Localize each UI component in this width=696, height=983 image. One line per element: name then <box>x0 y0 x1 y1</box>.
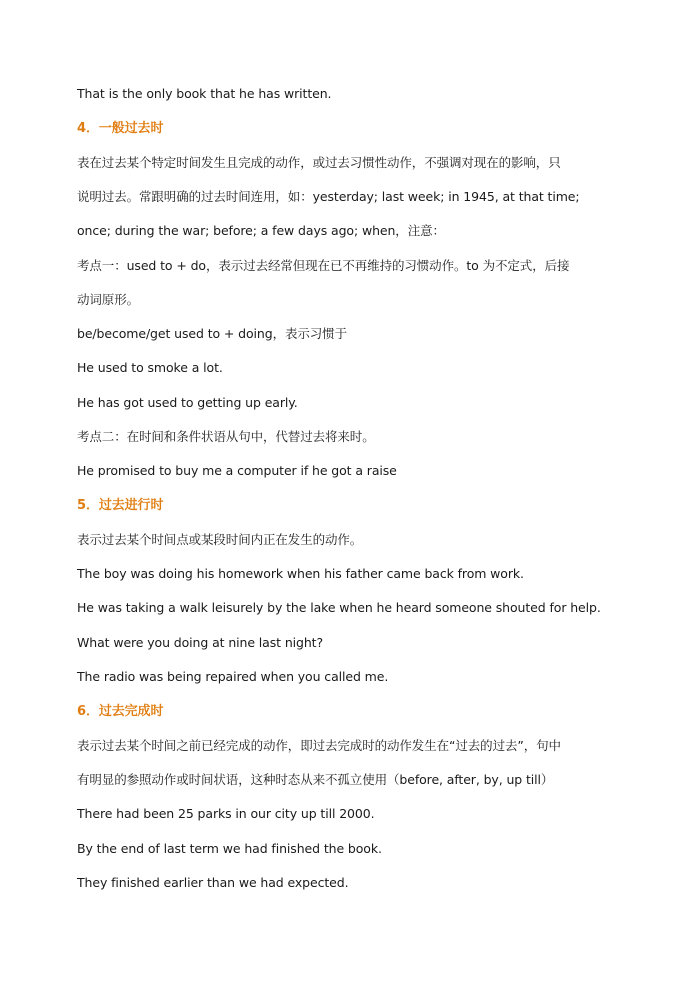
example-sentence: They finished earlier than we had expected. <box>77 875 349 890</box>
example-sentence: He used to smoke a lot. <box>77 360 223 375</box>
paragraph-line: 表示过去某个时间点或某段时间内正在发生的动作。 <box>77 532 363 547</box>
paragraph-line: 说明过去。常跟明确的过去时间连用，如：yesterday; last week; in 1945, at that time; <box>77 189 580 204</box>
paragraph-line: 考点二：在时间和条件状语从句中，代替过去将来时。 <box>77 429 375 444</box>
example-sentence: There had been 25 parks in our city up till 2000. <box>77 806 375 821</box>
example-sentence: The radio was being repaired when you called me. <box>77 669 389 684</box>
example-sentence: What were you doing at nine last night? <box>77 635 324 650</box>
example-sentence: He was taking a walk leisurely by the lake when he heard someone shouted for help. <box>77 600 601 615</box>
paragraph-line: 表在过去某个特定时间发生且完成的动作，或过去习惯性动作，不强调对现在的影响，只 <box>77 155 561 170</box>
paragraph-line: 表示过去某个时间之前已经完成的动作，即过去完成时的动作发生在“过去的过去”，句中 <box>77 738 561 753</box>
paragraph-line: be/become/get used to + doing，表示习惯于 <box>77 326 347 341</box>
example-sentence: That is the only book that he has written. <box>77 86 332 101</box>
example-sentence: The boy was doing his homework when his father came back from work. <box>77 566 524 581</box>
paragraph-line: 动词原形。 <box>77 292 140 307</box>
paragraph-line: 有明显的参照动作或时间状语，这种时态从来不孤立使用（before, after, by, up till） <box>77 772 554 787</box>
example-sentence: He promised to buy me a computer if he got a raise <box>77 463 397 478</box>
paragraph-line: once; during the war; before; a few days ago; when，注意： <box>77 223 445 238</box>
paragraph-line: 考点一：used to + do，表示过去经常但现在已不再维持的习惯动作。to 为不定式，后接 <box>77 258 570 273</box>
section-heading-past-progressive: 5．过去进行时 <box>77 498 164 513</box>
example-sentence: By the end of last term we had finished the book. <box>77 841 382 856</box>
example-sentence: He has got used to getting up early. <box>77 395 298 410</box>
section-heading-past-perfect: 6．过去完成时 <box>77 704 164 719</box>
section-heading-simple-past: 4．一般过去时 <box>77 121 164 136</box>
